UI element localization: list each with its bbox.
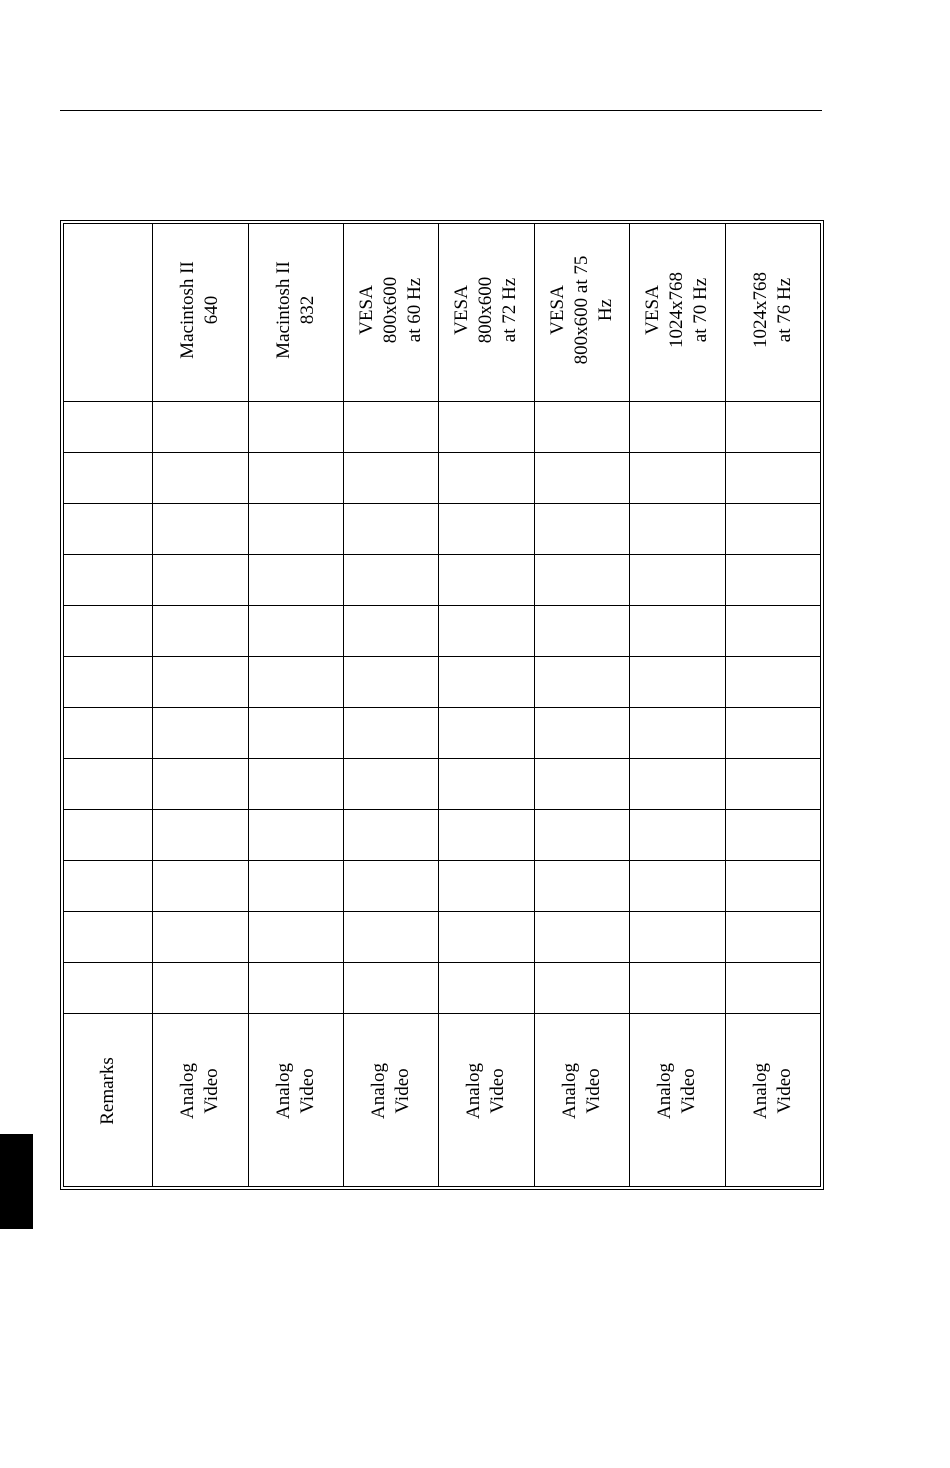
empty-cell — [438, 911, 534, 962]
empty-cell — [248, 605, 343, 656]
empty-cell — [343, 707, 438, 758]
empty-cell — [64, 809, 152, 860]
empty-cell — [343, 452, 438, 503]
empty-cell — [248, 707, 343, 758]
empty-cell — [152, 962, 248, 1013]
empty-cell — [248, 911, 343, 962]
empty-cell — [343, 809, 438, 860]
empty-cell — [248, 758, 343, 809]
empty-cell — [64, 503, 152, 554]
empty-cell — [534, 452, 629, 503]
empty-cell — [725, 911, 821, 962]
header-label: VESA 800x600 at 60 Hz — [355, 276, 425, 344]
empty-cell — [629, 962, 725, 1013]
empty-cell — [725, 401, 821, 452]
empty-cell — [152, 809, 248, 860]
empty-cell — [152, 401, 248, 452]
empty-cell — [152, 911, 248, 962]
empty-cell — [343, 911, 438, 962]
empty-cell — [64, 758, 152, 809]
empty-cell — [534, 707, 629, 758]
empty-cell — [534, 554, 629, 605]
empty-cell — [725, 860, 821, 911]
remarks-label: Analog Video — [558, 1063, 604, 1119]
empty-cell — [438, 656, 534, 707]
empty-cell — [534, 503, 629, 554]
empty-cell — [534, 962, 629, 1013]
empty-cell — [438, 503, 534, 554]
empty-cell — [534, 656, 629, 707]
empty-cell — [438, 860, 534, 911]
empty-cell — [725, 503, 821, 554]
empty-cell — [64, 860, 152, 911]
empty-cell — [438, 452, 534, 503]
empty-cell — [629, 758, 725, 809]
empty-cell — [534, 911, 629, 962]
empty-cell — [248, 401, 343, 452]
empty-cell — [64, 452, 152, 503]
empty-cell — [152, 452, 248, 503]
empty-cell — [629, 707, 725, 758]
empty-cell — [534, 605, 629, 656]
empty-cell — [64, 962, 152, 1013]
header-label: VESA 800x600 at 72 Hz — [451, 276, 520, 344]
empty-cell — [629, 554, 725, 605]
empty-cell — [64, 605, 152, 656]
empty-cell — [534, 860, 629, 911]
empty-cell — [152, 656, 248, 707]
empty-cell — [629, 860, 725, 911]
header-label: 1024x768 at 76 Hz — [750, 272, 795, 348]
empty-cell — [343, 860, 438, 911]
header-cell — [64, 224, 152, 401]
empty-cell — [343, 554, 438, 605]
empty-cell — [152, 860, 248, 911]
empty-cell — [725, 707, 821, 758]
empty-cell — [248, 860, 343, 911]
empty-cell — [629, 401, 725, 452]
empty-cell — [152, 605, 248, 656]
empty-cell — [725, 758, 821, 809]
remarks-label: Analog Video — [750, 1063, 795, 1119]
remarks-label: Analog Video — [177, 1063, 222, 1119]
header-label: VESA 800x600 at 75 Hz — [546, 255, 616, 365]
remarks-label: Remarks — [97, 1057, 118, 1125]
empty-cell — [534, 809, 629, 860]
header-label: Macintosh II 640 — [177, 261, 222, 359]
empty-cell — [64, 401, 152, 452]
remarks-label: Analog Video — [463, 1063, 508, 1119]
empty-cell — [438, 809, 534, 860]
empty-cell — [725, 605, 821, 656]
empty-cell — [438, 605, 534, 656]
empty-cell — [629, 605, 725, 656]
empty-cell — [248, 656, 343, 707]
empty-cell — [534, 758, 629, 809]
empty-cell — [248, 554, 343, 605]
empty-cell — [343, 656, 438, 707]
header-label: Macintosh II 832 — [272, 261, 318, 359]
remarks-label: Analog Video — [272, 1063, 318, 1119]
empty-cell — [64, 707, 152, 758]
empty-cell — [64, 656, 152, 707]
empty-cell — [343, 503, 438, 554]
empty-cell — [438, 758, 534, 809]
empty-cell — [343, 758, 438, 809]
empty-cell — [438, 401, 534, 452]
empty-cell — [534, 401, 629, 452]
empty-cell — [248, 962, 343, 1013]
remarks-label: Analog Video — [367, 1063, 413, 1119]
empty-cell — [725, 809, 821, 860]
empty-cell — [438, 554, 534, 605]
empty-cell — [343, 401, 438, 452]
empty-cell — [64, 554, 152, 605]
empty-cell — [343, 962, 438, 1013]
empty-cell — [629, 911, 725, 962]
empty-cell — [438, 707, 534, 758]
header-rule — [60, 110, 822, 111]
empty-cell — [438, 962, 534, 1013]
empty-cell — [152, 503, 248, 554]
section-tab-marker — [0, 1134, 33, 1229]
header-label: VESA 1024x768 at 70 Hz — [642, 272, 711, 348]
empty-cell — [152, 758, 248, 809]
empty-cell — [629, 452, 725, 503]
empty-cell — [629, 809, 725, 860]
empty-cell — [343, 605, 438, 656]
timing-table — [63, 223, 821, 1187]
empty-cell — [725, 452, 821, 503]
empty-cell — [248, 809, 343, 860]
empty-cell — [152, 554, 248, 605]
empty-cell — [725, 962, 821, 1013]
empty-cell — [629, 656, 725, 707]
empty-cell — [248, 452, 343, 503]
remarks-label: Analog Video — [654, 1063, 699, 1119]
empty-cell — [64, 911, 152, 962]
empty-cell — [725, 656, 821, 707]
empty-cell — [248, 503, 343, 554]
empty-cell — [629, 503, 725, 554]
empty-cell — [152, 707, 248, 758]
empty-cell — [725, 554, 821, 605]
